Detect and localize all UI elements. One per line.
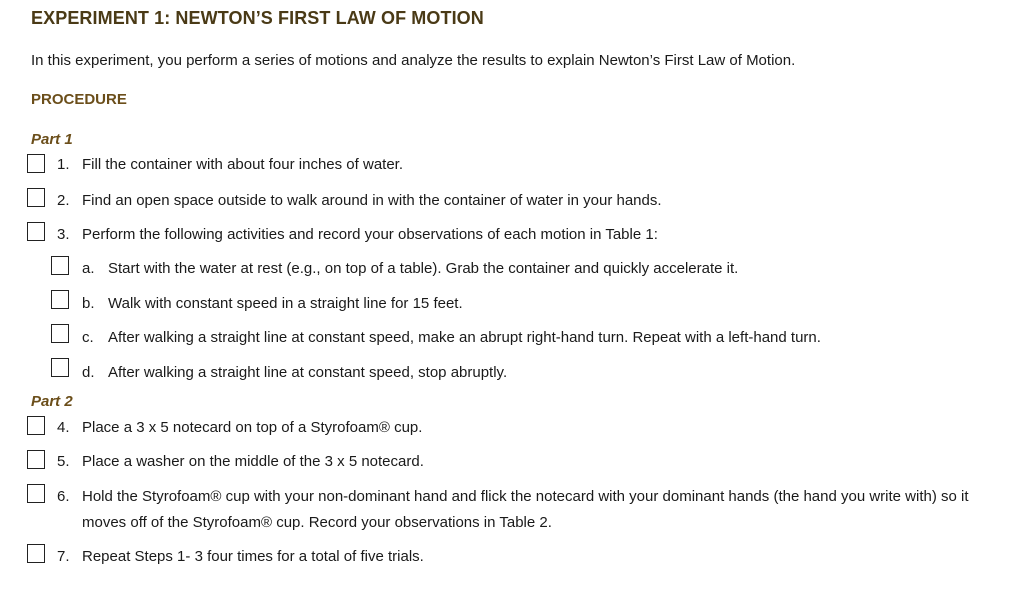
substep-c (0, 325, 1024, 351)
part-2-heading: Part 2 (31, 393, 73, 410)
step-number: 5. (57, 453, 70, 470)
step-1 (0, 152, 1024, 178)
substep-d (0, 360, 1024, 386)
step-5 (0, 449, 1024, 475)
step-text: Repeat Steps 1- 3 four times for a total of five trials. (82, 548, 424, 565)
step-3 (0, 222, 1024, 248)
step-7 (0, 544, 1024, 570)
step-text: Hold the Styrofoam® cup with your non-dominant hand and flick the notecard with your dominant hands (the hand you write with) so it moves off of the Styrofoam® cup. Record your observations in Table 2. (82, 488, 969, 531)
step-number: 3. (57, 226, 70, 243)
substep-text: Walk with constant speed in a straight line for 15 feet. (108, 295, 463, 312)
step-text: Perform the following activities and record your observations of each motion in Table 1: (82, 226, 658, 243)
step-text: Place a washer on the middle of the 3 x 5 notecard. (82, 453, 424, 470)
substep-letter: b. (82, 295, 95, 312)
step-6 (0, 484, 1024, 536)
substep-text: After walking a straight line at constant speed, stop abruptly. (108, 364, 508, 381)
part-1-heading: Part 1 (31, 131, 73, 148)
substep-a (0, 256, 1024, 282)
step-2 (0, 188, 1024, 214)
substep-letter: d. (82, 364, 95, 381)
step-text: Place a 3 x 5 notecard on top of a Styrofoam® cup. (82, 419, 423, 436)
step-number: 2. (57, 192, 70, 209)
substep-text: Start with the water at rest (e.g., on top of a table). Grab the container and quickly accelerate it. (108, 260, 739, 277)
section-heading-procedure: PROCEDURE (31, 91, 127, 108)
intro-paragraph: In this experiment, you perform a series of motions and analyze the results to explain Newton’s First Law of Motion. (31, 52, 796, 69)
step-number: 6. (57, 488, 70, 505)
step-text: Find an open space outside to walk around in with the container of water in your hands. (82, 192, 662, 209)
page-title: EXPERIMENT 1: NEWTON’S FIRST LAW OF MOTION (31, 8, 484, 28)
step-number: 4. (57, 419, 70, 436)
substep-text: After walking a straight line at constant speed, make an abrupt right-hand turn. Repeat with a left-hand turn. (108, 329, 821, 346)
step-number: 7. (57, 548, 70, 565)
substep-b (0, 291, 1024, 317)
substep-letter: a. (82, 260, 95, 277)
step-4 (0, 415, 1024, 441)
substep-letter: c. (82, 329, 94, 346)
step-number: 1. (57, 156, 70, 173)
step-text: Fill the container with about four inches of water. (82, 156, 404, 173)
